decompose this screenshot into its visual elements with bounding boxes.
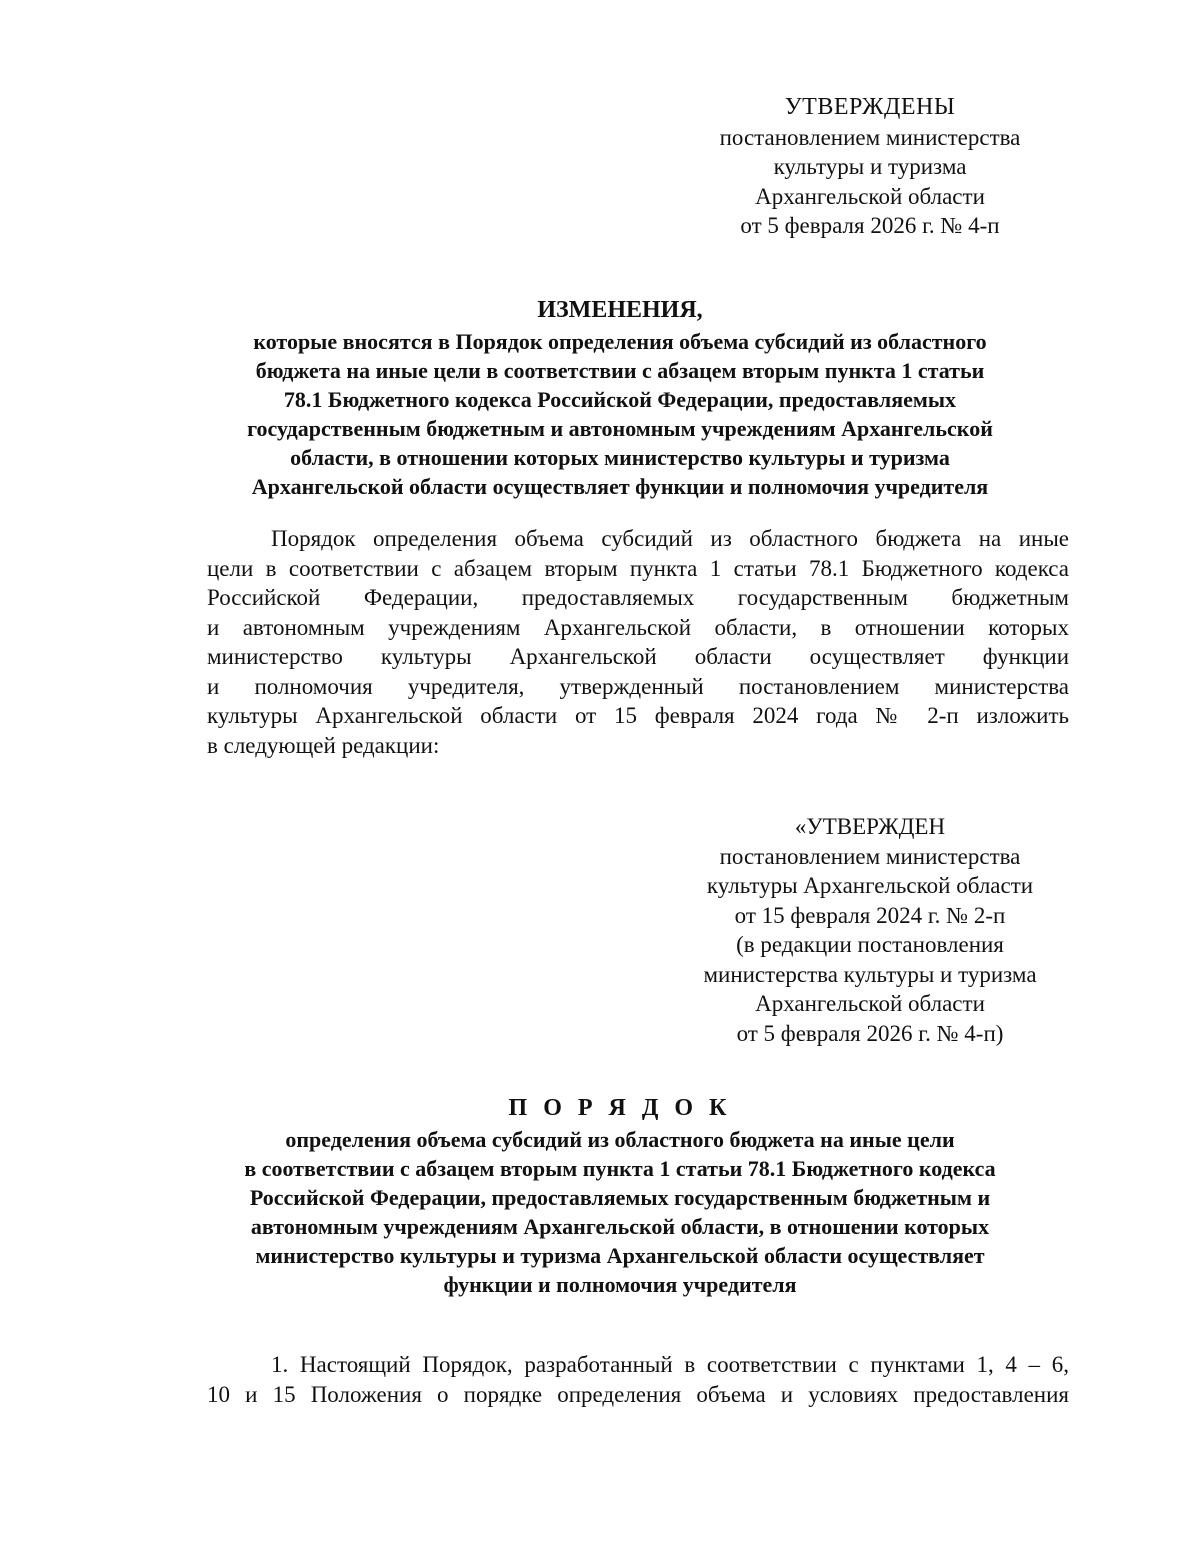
changes-title-line: которые вносятся в Порядок определения объема субсидий из областного — [253, 329, 987, 354]
approval-block-top — [690, 93, 1050, 241]
paragraph-line: 10 и 15 Положения о порядке определения объема и условиях предоставления — [207, 1381, 1069, 1407]
order-title-line: Российской Федерации, предоставляемых государственным бюджетным и — [249, 1185, 991, 1210]
approval-line: культуры и туризма — [773, 154, 967, 179]
order-title-line: автономным учреждениям Архангельской области, в отношении которых — [250, 1214, 990, 1239]
paragraph-line: 1. Настоящий Порядок, разработанный в соответствии с пунктами 1, 4 – 6, — [271, 1352, 1069, 1377]
order-title — [180, 1094, 1060, 1299]
paragraph-line: Порядок определения объема субсидий из областного бюджета на иные — [271, 526, 1069, 551]
approval-block-inner — [670, 812, 1070, 1048]
paragraph-line: и полномочия учредителя, утвержденный постановлением министерства — [207, 673, 1069, 699]
intro-paragraph — [207, 524, 1069, 760]
changes-title-line: области, в отношении которых министерство культуры и туризма — [290, 445, 950, 470]
changes-title — [180, 296, 1060, 501]
approval-line: постановлением министерства — [719, 124, 1021, 150]
order-title-line: функции и полномочия учредителя — [443, 1272, 797, 1297]
paragraph-line: и автономным учреждениям Архангельской области, в отношении которых — [207, 614, 1069, 640]
paragraph-line: культуры Архангельской области от 15 февраля 2024 года № 2-п изложить — [207, 703, 1069, 728]
approval-heading: «УТВЕРЖДЕН — [794, 814, 946, 839]
approval-line: постановлением министерства — [719, 843, 1021, 869]
paragraph-line: цели в соответствии с абзацем вторым пункта 1 статьи 78.1 Бюджетного кодекса — [207, 555, 1069, 581]
order-heading: П О Р Я Д О К — [508, 1095, 732, 1121]
approval-line: культуры Архангельской области — [706, 873, 1034, 898]
approval-line: Архангельской области — [755, 183, 985, 209]
order-title-line: в соответствии с абзацем вторым пункта 1 статьи 78.1 Бюджетного кодекса — [244, 1156, 996, 1181]
paragraph-line: Российской Федерации, предоставляемых государственным бюджетным — [207, 585, 1069, 610]
approval-line: Архангельской области — [755, 991, 985, 1016]
paragraph-line: министерство культуры Архангельской области осуществляет функции — [207, 644, 1069, 669]
approval-line: министерства культуры и туризма — [703, 961, 1037, 987]
approval-line: (в редакции постановления — [736, 932, 1004, 957]
approval-heading: УТВЕРЖДЕНЫ — [784, 94, 956, 120]
changes-title-line: бюджета на иные цели в соответствии с абзацем вторым пункта 1 статьи — [255, 358, 985, 383]
changes-title-line: государственным бюджетным и автономным учреждениям Архангельской — [247, 416, 993, 441]
approval-line: от 15 февраля 2024 г. № 2-п — [734, 902, 1006, 928]
order-title-line: определения объема субсидий из областного бюджета на иные цели — [285, 1127, 955, 1152]
item-1-paragraph — [207, 1350, 1069, 1409]
approval-line: от 5 февраля 2026 г. № 4-п — [740, 213, 1000, 238]
changes-title-line: 78.1 Бюджетного кодекса Российской Федерации, предоставляемых — [283, 387, 957, 412]
changes-title-line: Архангельской области осуществляет функции и полномочия учредителя — [251, 474, 989, 499]
paragraph-line: в следующей редакции: — [207, 732, 440, 758]
changes-heading: ИЗМЕНЕНИЯ, — [537, 297, 703, 323]
approval-line: от 5 февраля 2026 г. № 4-п) — [736, 1020, 1004, 1046]
order-title-line: министерство культуры и туризма Архангельской области осуществляет — [255, 1243, 985, 1268]
